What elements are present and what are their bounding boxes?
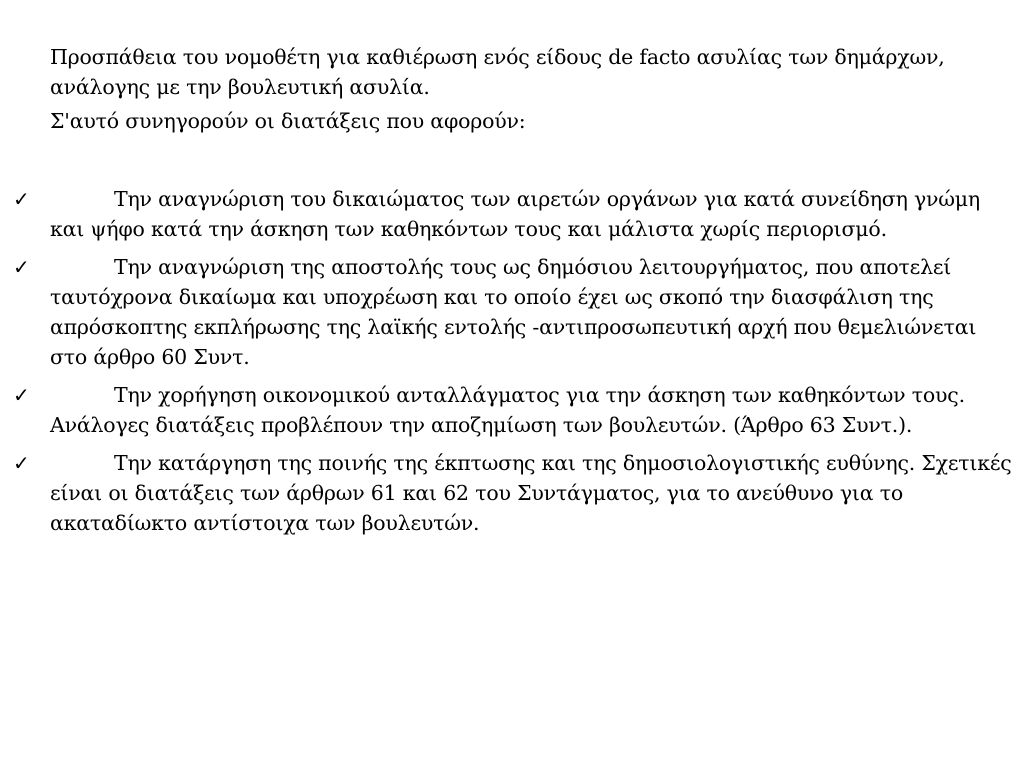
bullet-text: Την αναγνώριση της αποστολής τους ως δημόσιου λειτουργήματος, που αποτελεί ταυτόχρονα δικαίωμα και υποχρέωση και το οποίο έχει ως σκοπό την διασφάλιση της απρόσκοπτης εκπλήρωσης της λαϊκής εντολής -αντιπροσωπευτική αρχή που θεμελιώνεται στο άρθρο 60 Συντ. xyxy=(50,255,977,369)
bullet-list xyxy=(0,184,1024,546)
list-item xyxy=(0,252,1012,372)
bullet-text: Την κατάργηση της ποινής της έκπτωσης και της δημοσιολογιστικής ευθύνης. Σχετικές είναι οι διατάξεις των άρθρων 61 και 62 του Συντάγματος, για το ανεύθυνο για το ακαταδίωκτο αντίστοιχα των βουλευτών. xyxy=(50,451,1012,535)
intro-paragraph: Προσπάθεια του νομοθέτη για καθιέρωση ενός είδους de facto ασυλίας των δημάρχων, ανάλογης με την βουλευτική ασυλία. xyxy=(50,45,945,99)
check-mark-icon: ✓ xyxy=(13,451,30,475)
bullet-text: Την χορήγηση οικονομικού ανταλλάγματος για την άσκηση των καθηκόντων τους. Ανάλογες διατάξεις προβλέπουν την αποζημίωση των βουλευτών. (Άρθρο 63 Συντ.). xyxy=(50,383,965,437)
bullet-text: Την αναγνώριση του δικαιώματος των αιρετών οργάνων για κατά συνείδηση γνώμη και ψήφο κατά την άσκηση των καθηκόντων τους και μάλιστα χωρίς περιορισμό. xyxy=(50,187,980,241)
check-mark-icon: ✓ xyxy=(13,383,30,407)
list-item xyxy=(0,380,1012,440)
check-mark-icon: ✓ xyxy=(13,255,30,279)
list-item xyxy=(0,448,1012,538)
check-mark-icon: ✓ xyxy=(13,187,30,211)
intro-text xyxy=(50,42,1015,136)
list-item xyxy=(0,184,1012,244)
intro-lead-in: Σ'αυτό συνηγορούν οι διατάξεις που αφορούν: xyxy=(50,109,526,133)
